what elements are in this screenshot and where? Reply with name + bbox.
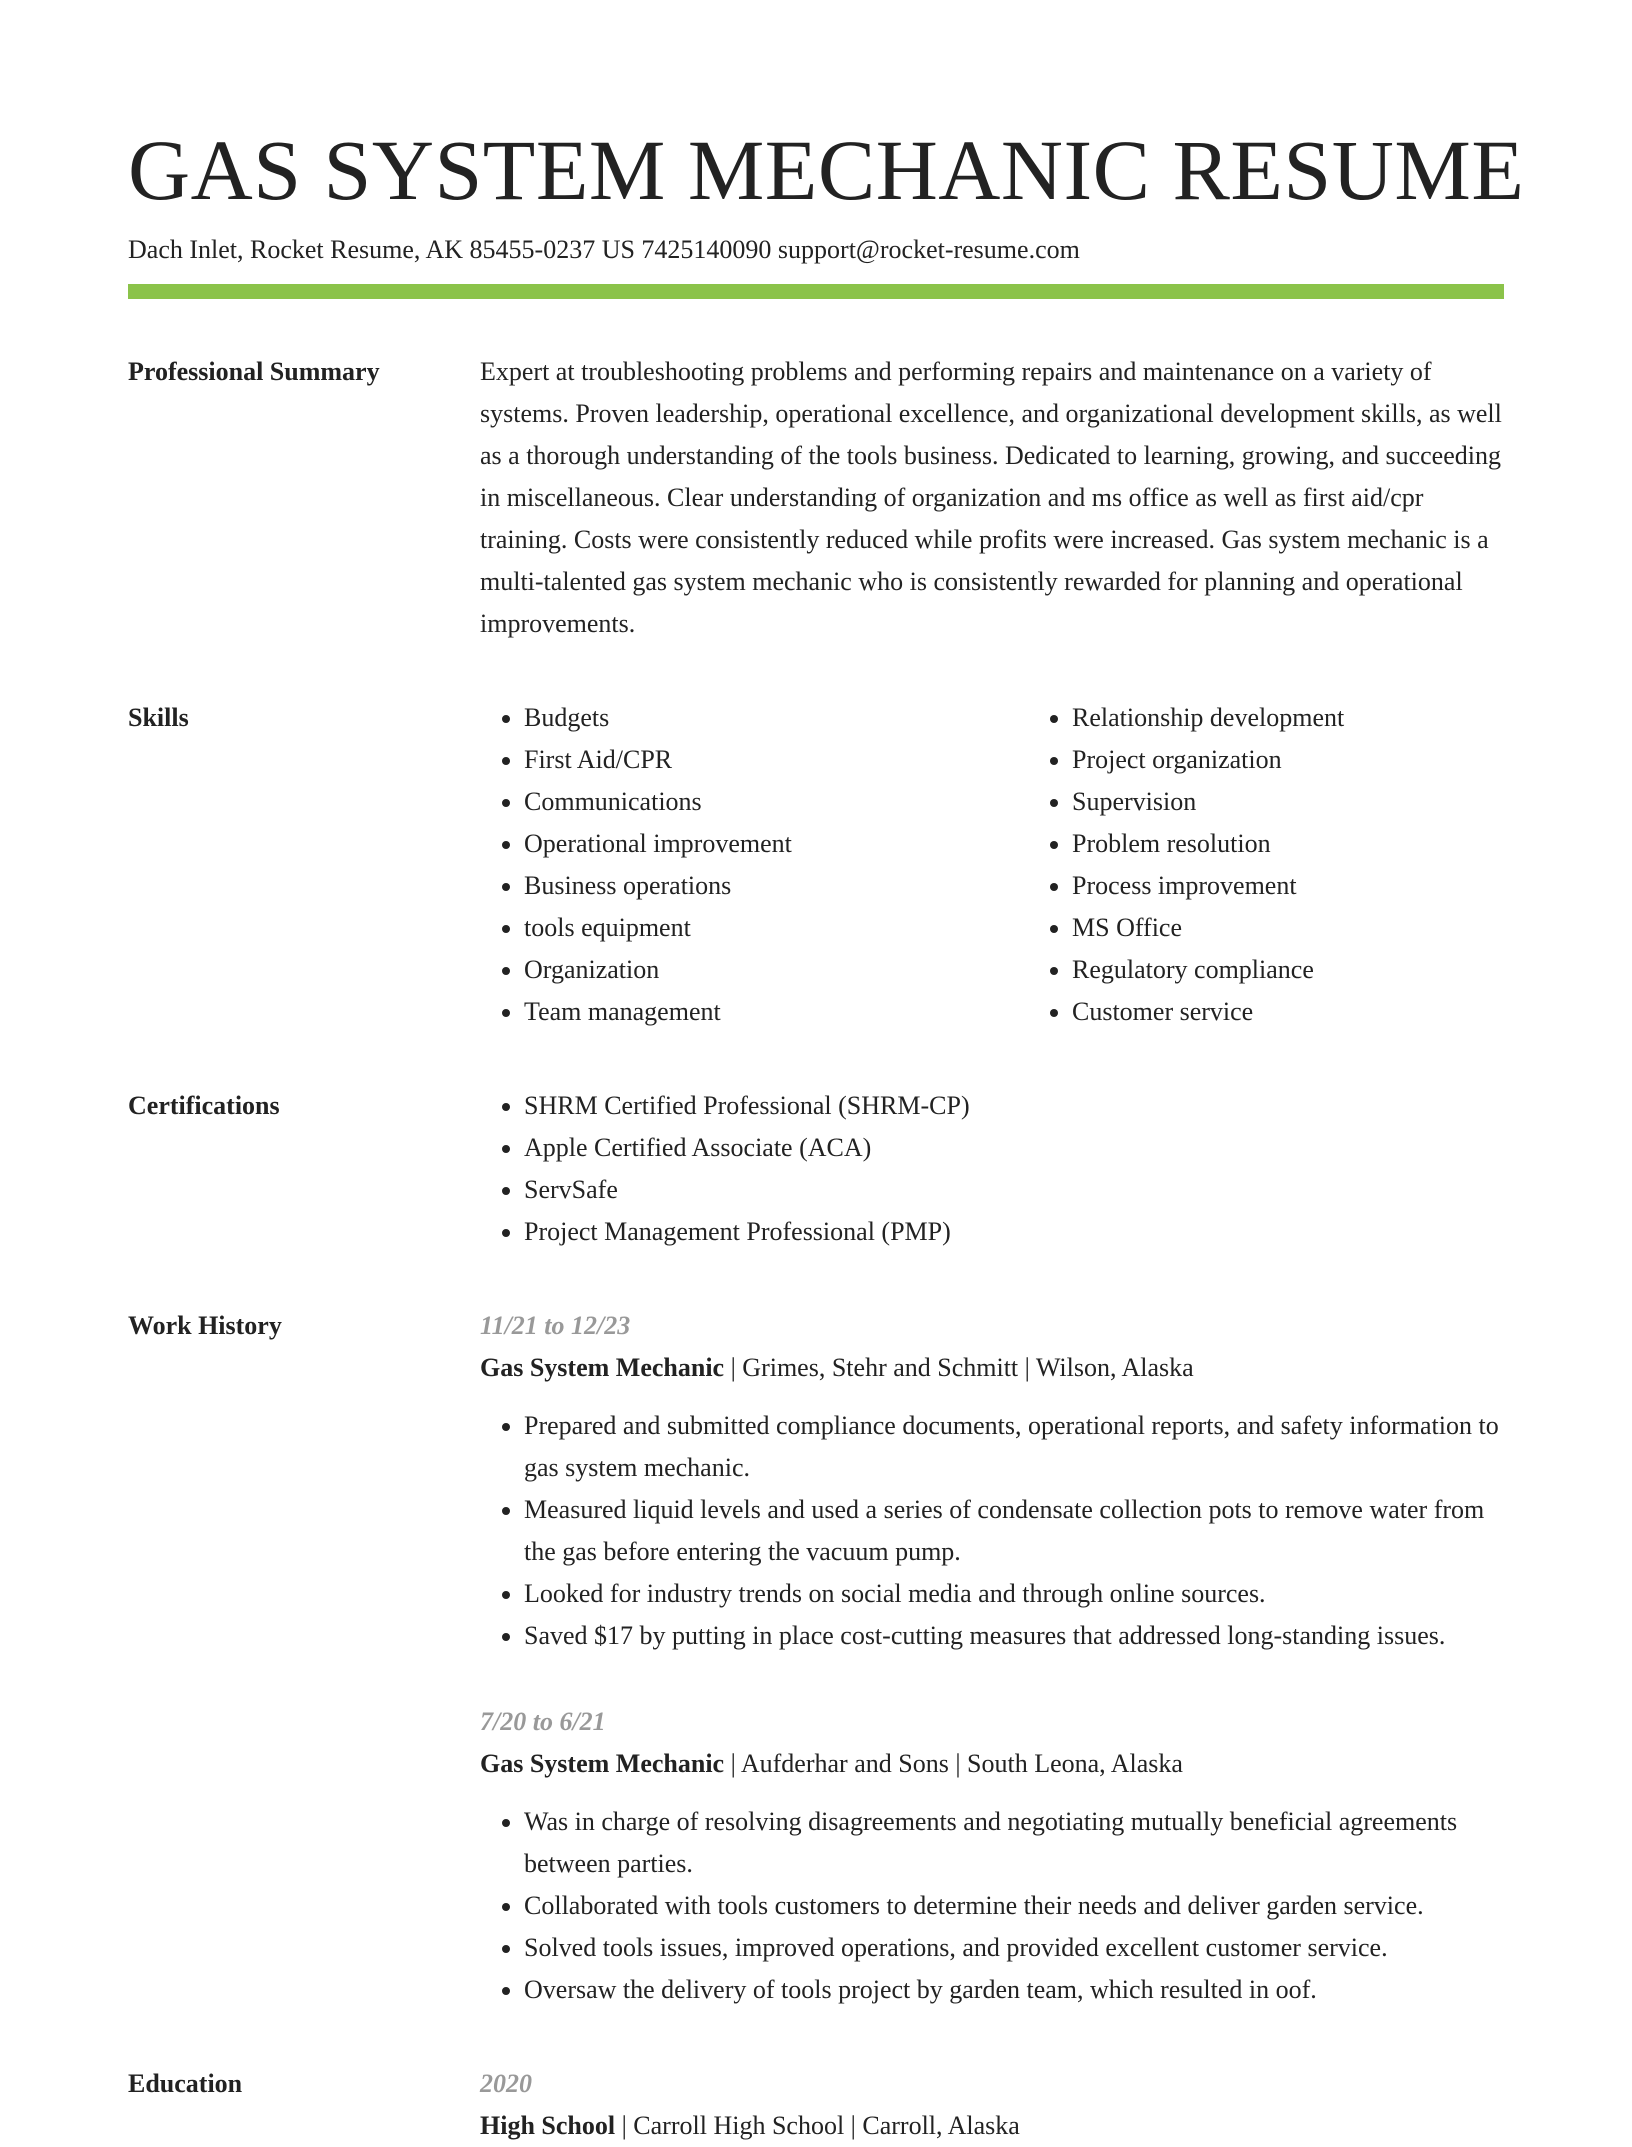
skill-item: • Problem resolution (1072, 823, 1504, 865)
certifications-section (128, 1085, 1504, 1253)
job-bullet: • Solved tools issues, improved operations, and provided excellent customer service. (524, 1927, 1504, 1969)
skill-item: • Operational improvement (524, 823, 1028, 865)
skills-list-left (480, 697, 1028, 1033)
job-bullet: • Measured liquid levels and used a series of condensate collection pots to remove water from the gas before entering the vacuum pump. (524, 1489, 1504, 1573)
education-degree: High School (480, 2111, 616, 2140)
job-bullet: • Prepared and submitted compliance documents, operational reports, and safety information to gas system mechanic. (524, 1405, 1504, 1489)
job-dates: 7/20 to 6/21 (480, 1707, 606, 1736)
education-line (480, 2105, 1504, 2147)
job-entry (480, 1701, 1504, 2011)
resume-page (128, 118, 1525, 2147)
job-employer-location: | Grimes, Stehr and Schmitt | Wilson, Alaska (724, 1353, 1194, 1382)
skill-item: • Project organization (1072, 739, 1504, 781)
summary-body (480, 351, 1504, 645)
skills-body (480, 697, 1504, 1033)
skill-item: • Relationship development (1072, 697, 1504, 739)
resume-title: GAS SYSTEM MECHANIC RESUME (128, 122, 1525, 218)
skill-item: • Regulatory compliance (1072, 949, 1504, 991)
summary-text: Expert at troubleshooting problems and performing repairs and maintenance on a variety of systems. Proven leadership, operational excellence, and organizational development skills, as well as a thorough understanding of the tools business. Dedicated to learning, growing, and succeeding in miscellaneous. Clear understanding of organization and ms office as well as first aid/cpr training. Costs were consistently reduced while profits were increased. Gas system mechanic is a multi-talented gas system mechanic who is consistently rewarded for planning and operational improvements. (480, 357, 1502, 638)
skills-list-right (1028, 697, 1504, 1033)
job-entry (480, 1305, 1504, 1657)
summary-section (128, 351, 1504, 645)
skill-item: • Customer service (1072, 991, 1504, 1033)
job-employer-location: | Aufderhar and Sons | South Leona, Alaska (724, 1749, 1183, 1778)
contact-info: Dach Inlet, Rocket Resume, AK 85455-0237 US 7425140090 support@rocket-resume.com (128, 235, 1080, 264)
skill-item: • MS Office (1072, 907, 1504, 949)
job-bullet: • Looked for industry trends on social media and through online sources. (524, 1573, 1504, 1615)
skill-item: • Organization (524, 949, 1028, 991)
section-label-summary: Professional Summary (128, 357, 380, 386)
certification-item: • SHRM Certified Professional (SHRM-CP) (524, 1085, 1504, 1127)
skill-item: • Business operations (524, 865, 1028, 907)
skills-section (128, 697, 1504, 1033)
job-bullet: • Oversaw the delivery of tools project by garden team, which resulted in oof. (524, 1969, 1504, 2011)
skill-item: • Supervision (1072, 781, 1504, 823)
job-bullets (480, 1801, 1504, 2011)
certifications-list (480, 1085, 1504, 1253)
section-label-skills: Skills (128, 703, 189, 732)
skill-item: • Process improvement (1072, 865, 1504, 907)
certifications-body (480, 1085, 1504, 1253)
job-title-line (480, 1347, 1504, 1389)
section-label-education: Education (128, 2069, 243, 2098)
job-role: Gas System Mechanic (480, 1749, 725, 1778)
section-label-certifications: Certifications (128, 1091, 280, 1120)
certification-item: • Apple Certified Associate (ACA) (524, 1127, 1504, 1169)
section-label-work-history: Work History (128, 1311, 282, 1340)
education-year: 2020 (480, 2069, 532, 2098)
accent-divider (128, 284, 1504, 299)
job-bullet: • Collaborated with tools customers to determine their needs and deliver garden service. (524, 1885, 1504, 1927)
certification-item: • ServSafe (524, 1169, 1504, 1211)
education-section (128, 2063, 1504, 2147)
work-history-body (480, 1305, 1504, 2011)
job-bullet: • Was in charge of resolving disagreements and negotiating mutually beneficial agreements between parties. (524, 1801, 1504, 1885)
skill-item: • First Aid/CPR (524, 739, 1028, 781)
job-dates: 11/21 to 12/23 (480, 1311, 631, 1340)
work-history-section (128, 1305, 1504, 2011)
job-title-line (480, 1743, 1504, 1785)
skill-item: • Team management (524, 991, 1028, 1033)
job-role: Gas System Mechanic (480, 1353, 725, 1382)
skill-item: • Communications (524, 781, 1028, 823)
education-school-location: | Carroll High School | Carroll, Alaska (615, 2111, 1020, 2140)
education-body (480, 2063, 1504, 2147)
job-bullet: • Saved $17 by putting in place cost-cutting measures that addressed long-standing issues. (524, 1615, 1504, 1657)
certification-item: • Project Management Professional (PMP) (524, 1211, 1504, 1253)
skill-item: • Budgets (524, 697, 1028, 739)
job-bullets (480, 1405, 1504, 1657)
skill-item: • tools equipment (524, 907, 1028, 949)
